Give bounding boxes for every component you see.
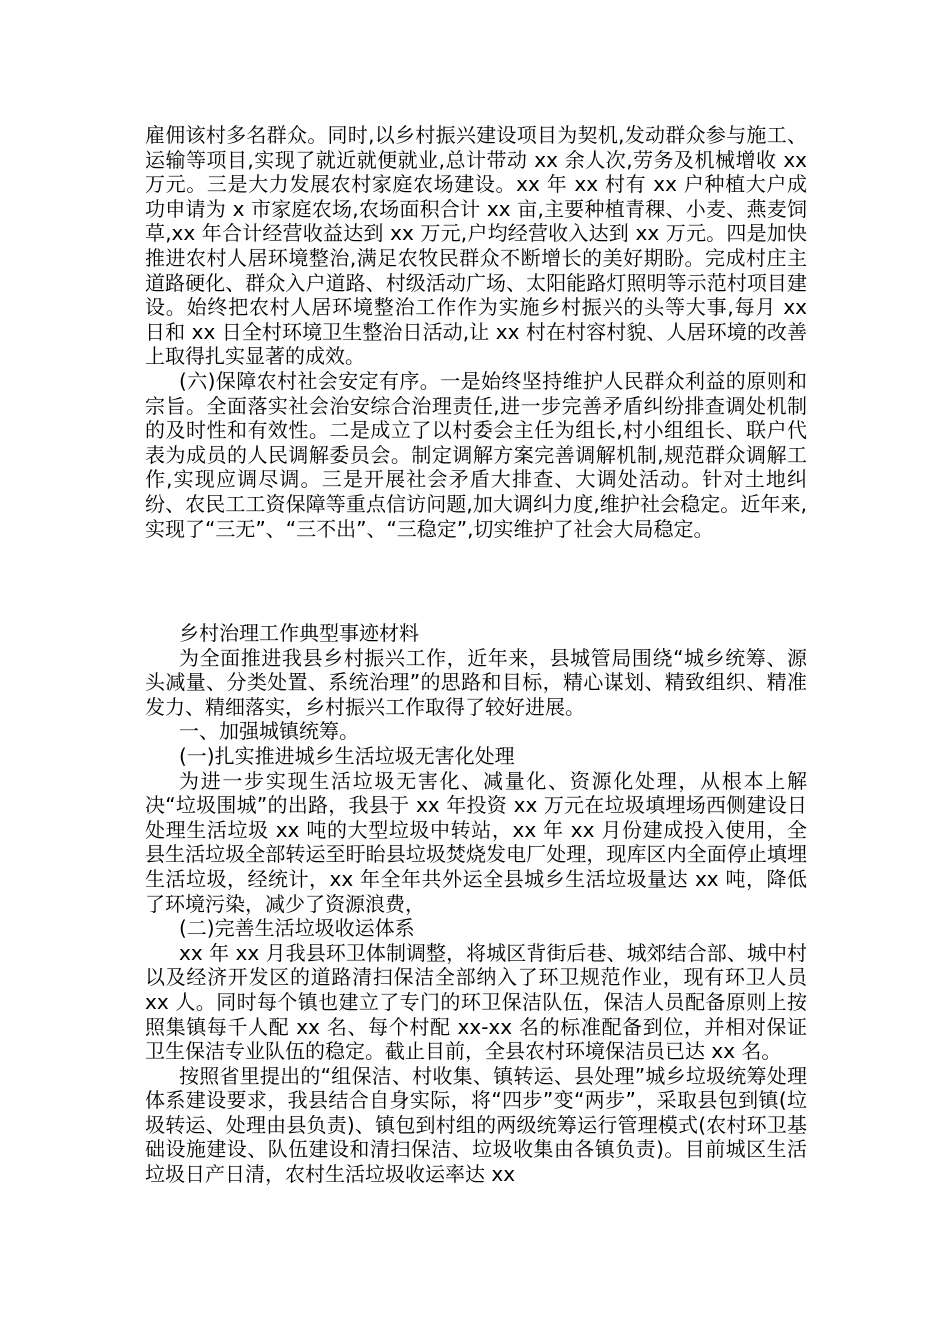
heading-urban-coordination: 一、加强城镇统筹。 xyxy=(179,719,359,744)
paragraph-social-stability: (六)保障农村社会安定有序。一是始终坚持维护人民群众利益的原则和宗旨。全面落实社会治安综合治理责任,进一步完善矛盾纠纷排查调处机制的及时性和有效性。二是成立了以村委会主任为组长,村小组组长、联户代表为成员的人民调解委员会。制定调解方案完善调解机制,规范群众调解工作,实现应调尽调。三是开展社会矛盾大排查、大调处活动。针对土地纠纷、农民工工资保障等重点信访问题,加大调纠力度,维护社会稳定。近年来,实现了“三无”、“三不出”、“三稳定”,切实维护了社会大局稳定。 xyxy=(145,368,807,541)
article-intro: 为全面推进我县乡村振兴工作，近年来，县城管局围绕“城乡统筹、源头减量、分类处置、系统治理”的思路和目标，精心谋划、精致组织、精准发力、精细落实，乡村振兴工作取得了较好进展。 xyxy=(145,645,807,719)
paragraph-garbage-treatment: 为进一步实现生活垃圾无害化、减量化、资源化处理，从根本上解决“垃圾围城”的出路，我县于 xx 年投资 xx 万元在垃圾填埋场西侧建设日处理生活垃圾 xx 吨的大型垃圾中转站，xx 年 xx 月份建成投入使用，全县生活垃圾全部转运至盱眙县垃圾焚烧发电厂处理，现库区内全面停止填埋生活垃圾，经统计，xx 年全年共外运全县城乡生活垃圾量达 xx 吨，降低了环境污染，减少了资源浪费， xyxy=(145,768,807,916)
subheading-collection-system: (二)完善生活垃圾收运体系 xyxy=(179,916,415,941)
paragraph-sanitation-staff: xx 年 xx 月我县环卫体制调整，将城区背街后巷、城郊结合部、城中村以及经济开发区的道路清扫保洁全部纳入了环卫规范作业，现有环卫人员 xx 人。同时每个镇也建立了专门的环卫保洁队伍，保洁人员配备原则上按照集镇每千人配 xx 名、每个村配 xx-xx 名的标准配备到位，并相对保证卫生保洁专业队伍的稳定。截止目前，全县农村环境保洁员已达 xx 名。 xyxy=(145,940,807,1064)
paragraph-two-step-model: 按照省里提出的“组保洁、村收集、镇转运、县处理”城乡垃圾统筹处理体系建设要求，我县结合自身实际，将“四步”变“两步”，采取县包到镇(垃圾转运、处理由县负责)、镇包到村组的两级统筹运行管理模式(农村环卫基础设施建设、队伍建设和清扫保洁、垃圾收集由各镇负责)。目前城区生活垃圾日产日清，农村生活垃圾收运率达 xx xyxy=(145,1063,807,1187)
paragraph-rural-employment: 雇佣该村多名群众。同时,以乡村振兴建设项目为契机,发动群众参与施工、运输等项目,实现了就近就便就业,总计带动 xx 余人次,劳务及机械增收 xx 万元。三是大力发展农村家庭农场建设。xx 年 xx 村有 xx 户种植大户成功申请为 x 市家庭农场,农场面积合计 xx 亩,主要种植青稞、小麦、燕麦饲草,xx 年合计经营收益达到 xx 万元,户均经营收入达到 xx 万元。四是加快推进农村人居环境整治,满足农牧民群众不断增长的美好期盼。完成村庄主道路硬化、群众入户道路、村级活动广场、太阳能路灯照明等示范村项目建设。始终把农村人居环境整治工作作为实施乡村振兴的头等大事,每月 xx 日和 xx 日全村环境卫生整治日活动,让 xx 村在村容村貌、人居环境的改善上取得扎实显著的成效。 xyxy=(145,123,807,369)
subheading-garbage-treatment: (一)扎实推进城乡生活垃圾无害化处理 xyxy=(179,743,515,768)
article-title: 乡村治理工作典型事迹材料 xyxy=(179,621,419,645)
continued-section xyxy=(145,123,807,541)
article-section xyxy=(145,621,807,1187)
